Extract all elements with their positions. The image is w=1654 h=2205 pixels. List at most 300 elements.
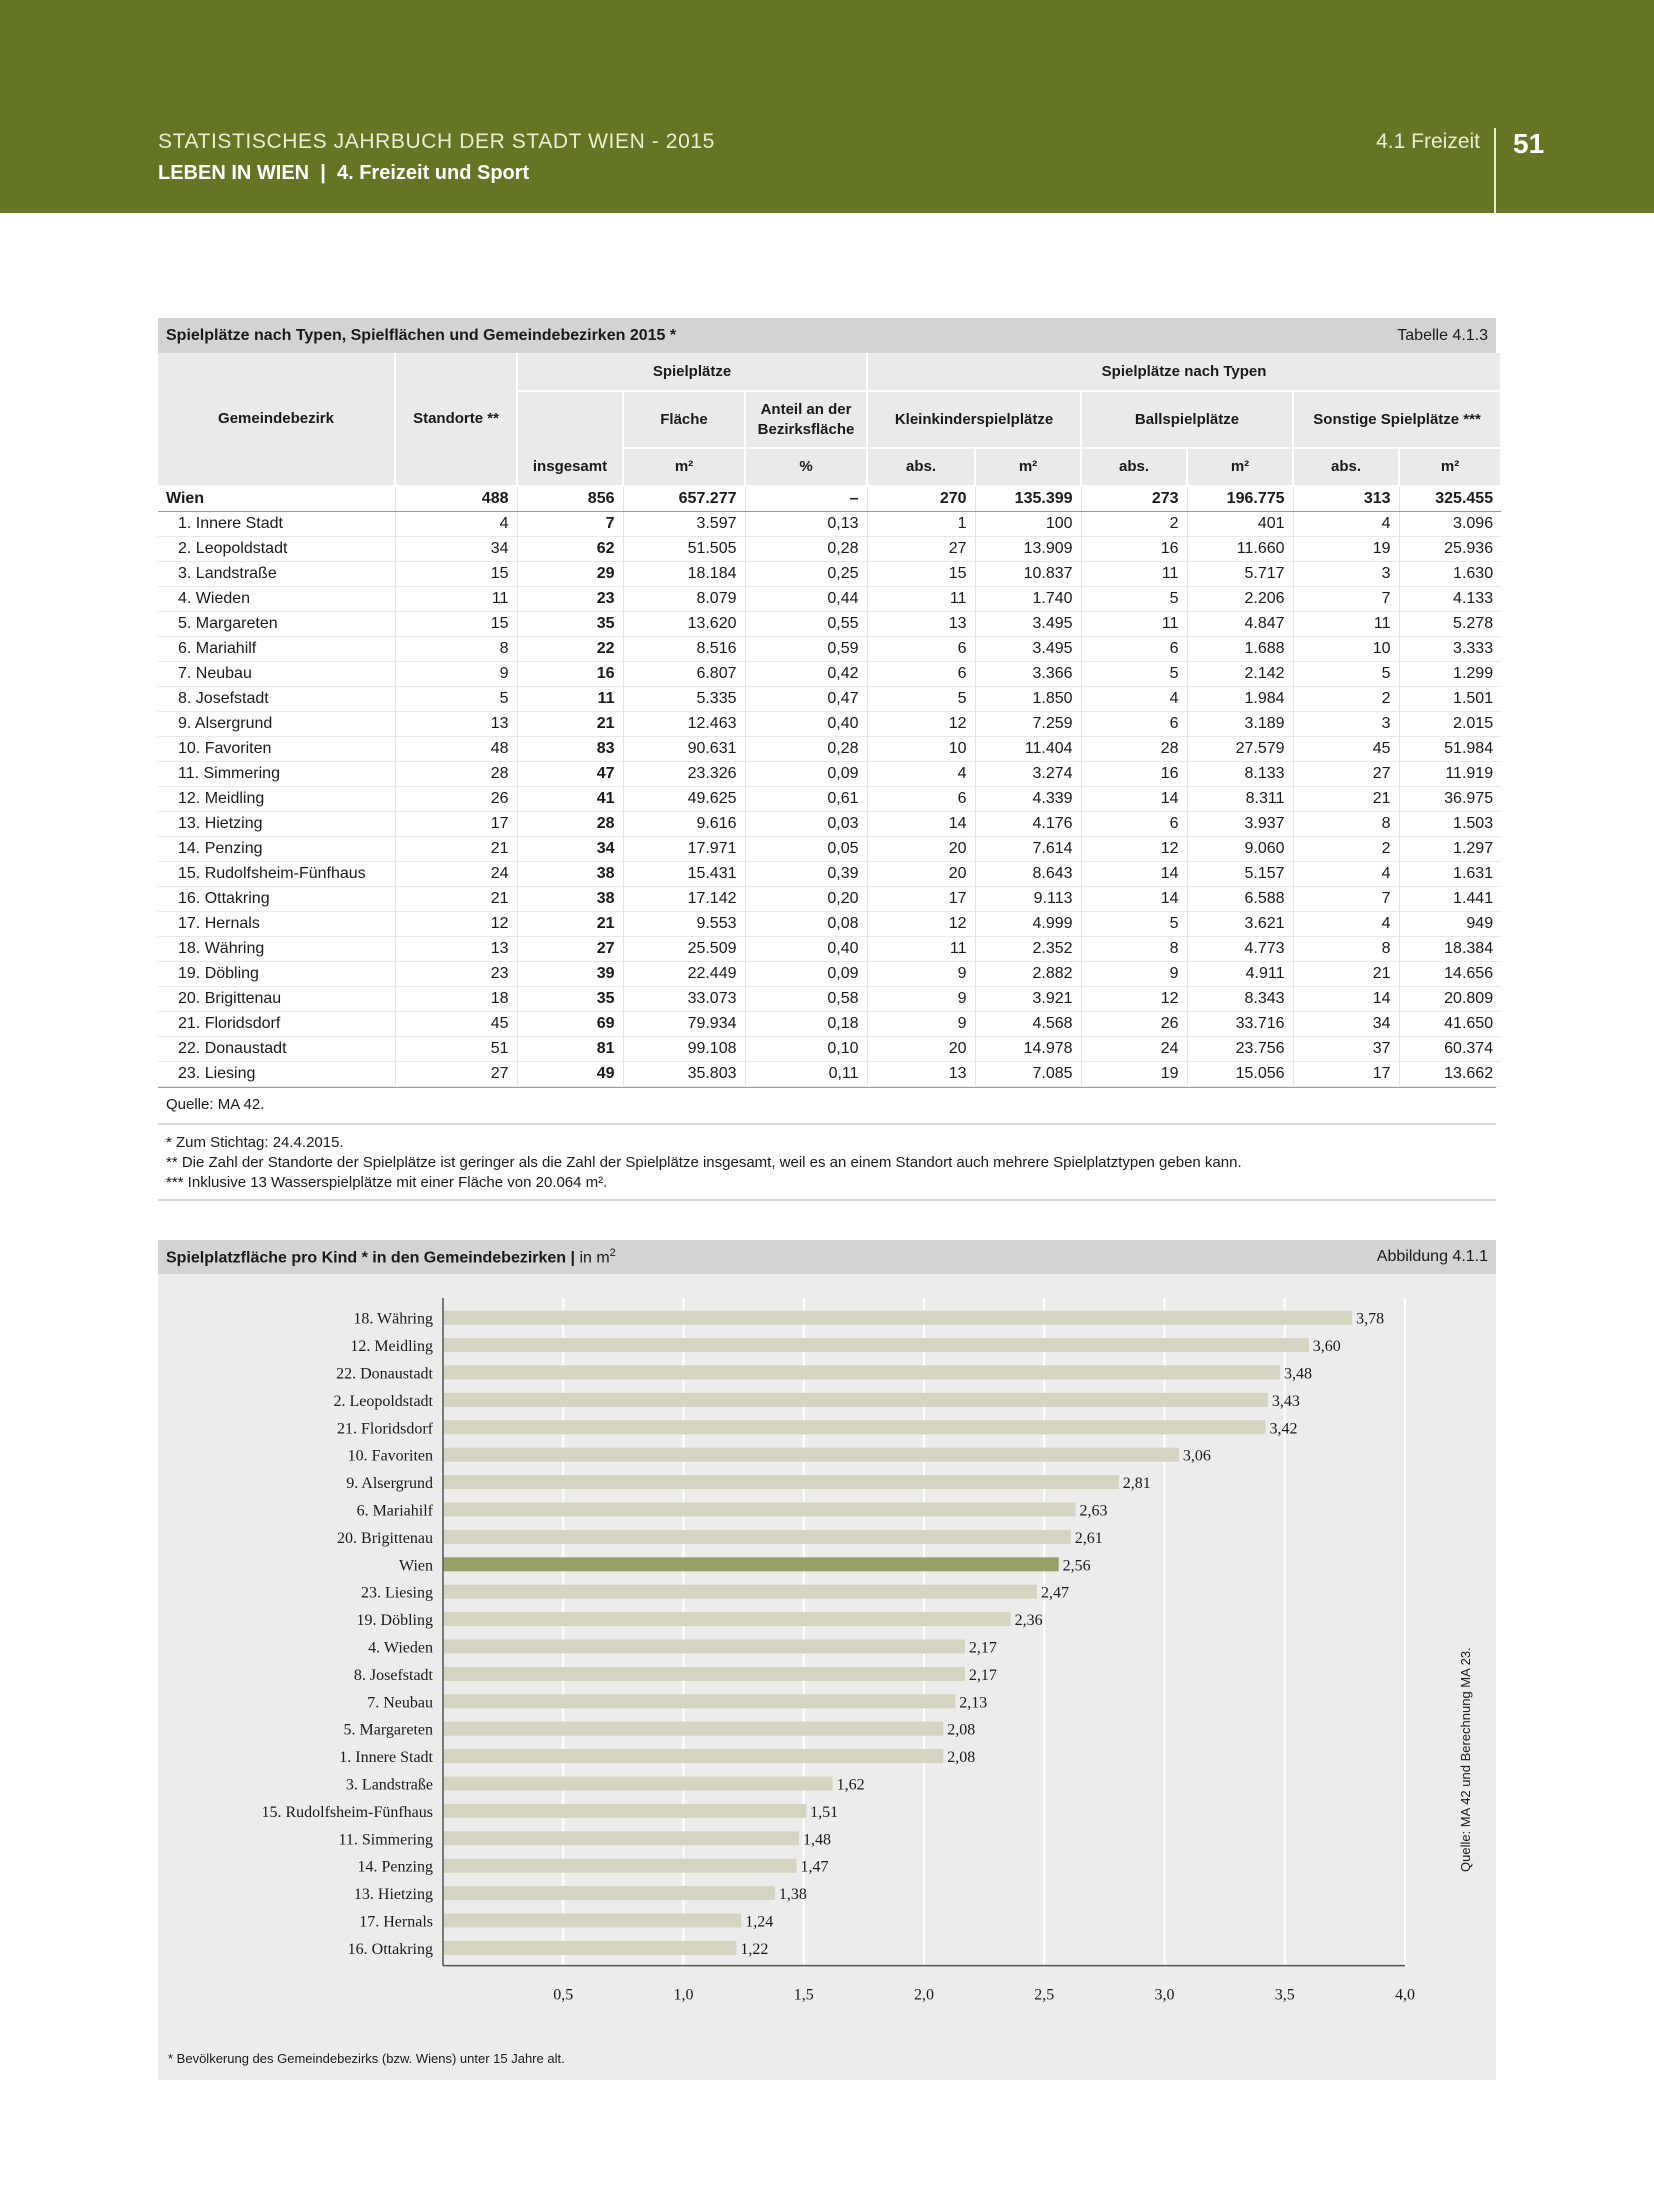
cell-kk-m2: 3.366 [975,661,1081,686]
cell-anteil: 0,09 [745,961,867,986]
category-label: 9. Alsergrund [346,1475,433,1493]
table-row [158,586,1501,611]
table-row [158,786,1501,811]
publication-title: STATISTISCHES JAHRBUCH DER STADT WIEN - 2015 [158,130,715,153]
table-row [158,1011,1501,1036]
cell-sonst-abs: 45 [1293,736,1399,761]
cell-anteil: 0,13 [745,511,867,536]
unit-kids-m2: m² [975,448,1081,486]
cell-district: 6. Mariahilf [158,636,395,661]
cell-kk-m2: 13.909 [975,536,1081,561]
cell-kk-m2: 3.921 [975,986,1081,1011]
category-label: 5. Margareten [343,1721,433,1739]
cell-insgesamt: 41 [517,786,623,811]
bar-highlight [443,1557,1059,1571]
value-label: 1,22 [740,1940,769,1958]
col-group-types: Spielplätze nach Typen [867,353,1501,391]
cell-sonst-m2: 3.333 [1399,636,1501,661]
cell-standorte: 488 [395,486,517,511]
cell-district: 18. Währing [158,936,395,961]
cell-kk-abs: 17 [867,886,975,911]
cell-flaeche: 657.277 [623,486,745,511]
figure-caption [158,1240,1496,1274]
figure-title-sup: 2 [609,1246,616,1259]
cell-ball-abs: 8 [1081,936,1187,961]
cell-standorte: 28 [395,761,517,786]
category-label: 4. Wieden [368,1639,433,1657]
cell-sonst-abs: 19 [1293,536,1399,561]
cell-insgesamt: 49 [517,1061,623,1086]
tick-label: 2,5 [1034,1986,1055,2004]
cell-ball-m2: 196.775 [1187,486,1293,511]
cell-ball-m2: 1.984 [1187,686,1293,711]
cell-flaeche: 13.620 [623,611,745,636]
cell-sonst-m2: 5.278 [1399,611,1501,636]
cell-anteil: 0,08 [745,911,867,936]
cell-ball-m2: 33.716 [1187,1011,1293,1036]
cell-kk-abs: 13 [867,611,975,636]
tick-label: 1,5 [793,1986,814,2004]
unit-kids-abs: abs. [867,448,975,486]
value-label: 1,62 [836,1776,865,1794]
category-label: 15. Rudolfsheim-Fünfhaus [261,1803,433,1821]
category-label: 1. Innere Stadt [339,1749,433,1767]
cell-kk-abs: 11 [867,936,975,961]
cell-flaeche: 6.807 [623,661,745,686]
cell-sonst-m2: 1.297 [1399,836,1501,861]
cell-insgesamt: 47 [517,761,623,786]
playground-table [158,353,1502,1087]
bar [443,1804,806,1818]
cell-sonst-m2: 41.650 [1399,1011,1501,1036]
cell-standorte: 21 [395,836,517,861]
table-row [158,986,1501,1011]
cell-kk-abs: 9 [867,961,975,986]
value-label: 2,47 [1041,1584,1070,1602]
value-label: 3,42 [1269,1420,1298,1438]
cell-sonst-abs: 37 [1293,1036,1399,1061]
cell-sonst-abs: 5 [1293,661,1399,686]
cell-flaeche: 9.616 [623,811,745,836]
bar [443,1338,1309,1352]
cell-flaeche: 12.463 [623,711,745,736]
bar [443,1640,965,1654]
playground-table-block [158,318,1496,1201]
cell-kk-m2: 100 [975,511,1081,536]
bar [443,1530,1071,1544]
value-label: 2,36 [1014,1612,1043,1630]
cell-sonst-abs: 34 [1293,1011,1399,1036]
col-group-playgrounds: Spielplätze [517,353,867,391]
cell-ball-abs: 273 [1081,486,1187,511]
cell-standorte: 15 [395,611,517,636]
bar [443,1941,736,1955]
cell-kk-abs: 13 [867,1061,975,1086]
table-row [158,836,1501,861]
cell-kk-m2: 3.274 [975,761,1081,786]
figure-title-bold: Spielplatzfläche pro Kind * in den Gemeindebezirken | [166,1249,575,1267]
cell-flaeche: 15.431 [623,861,745,886]
cell-ball-abs: 5 [1081,586,1187,611]
cell-ball-abs: 9 [1081,961,1187,986]
cell-sonst-abs: 2 [1293,686,1399,711]
bar [443,1859,797,1873]
cell-district: 15. Rudolfsheim-Fünfhaus [158,861,395,886]
cell-anteil: 0,05 [745,836,867,861]
cell-ball-abs: 14 [1081,861,1187,886]
cell-district: 14. Penzing [158,836,395,861]
cell-district: 13. Hietzing [158,811,395,836]
value-label: 2,17 [968,1639,997,1657]
cell-district: 21. Floridsdorf [158,1011,395,1036]
cell-flaeche: 3.597 [623,511,745,536]
cell-insgesamt: 7 [517,511,623,536]
cell-standorte: 13 [395,711,517,736]
cell-kk-m2: 4.176 [975,811,1081,836]
cell-standorte: 18 [395,986,517,1011]
cell-ball-abs: 26 [1081,1011,1187,1036]
page-number: 51 [1513,128,1545,159]
value-label: 3,43 [1271,1392,1300,1410]
category-label: 8. Josefstadt [353,1666,433,1684]
cell-ball-m2: 6.588 [1187,886,1293,911]
category-label: 2. Leopoldstadt [333,1392,433,1410]
cell-sonst-m2: 60.374 [1399,1036,1501,1061]
tick-label: 4,0 [1395,1986,1415,2004]
cell-sonst-abs: 7 [1293,886,1399,911]
category-label: 6. Mariahilf [356,1502,433,1520]
cell-sonst-abs: 3 [1293,561,1399,586]
bar-chart [158,1274,1496,2034]
table-row [158,611,1501,636]
value-label: 2,08 [947,1721,976,1739]
cell-anteil: 0,09 [745,761,867,786]
cell-district: 12. Meidling [158,786,395,811]
table-title: Spielplätze nach Typen, Spielflächen und Gemeindebezirken 2015 * [166,326,677,344]
cell-ball-abs: 12 [1081,986,1187,1011]
cell-sonst-m2: 2.015 [1399,711,1501,736]
cell-kk-m2: 7.614 [975,836,1081,861]
cell-district: 16. Ottakring [158,886,395,911]
cell-ball-abs: 11 [1081,561,1187,586]
cell-anteil: 0,47 [745,686,867,711]
cell-kk-abs: 20 [867,836,975,861]
value-label: 1,47 [800,1858,829,1876]
cell-district: 2. Leopoldstadt [158,536,395,561]
value-label: 2,08 [947,1749,976,1767]
cell-sonst-m2: 36.975 [1399,786,1501,811]
cell-kk-abs: 10 [867,736,975,761]
cell-flaeche: 8.079 [623,586,745,611]
cell-flaeche: 18.184 [623,561,745,586]
cell-kk-abs: 12 [867,711,975,736]
table-row [158,736,1501,761]
tick-label: 3,5 [1274,1986,1295,2004]
bar [443,1475,1119,1489]
cell-standorte: 24 [395,861,517,886]
table-row [158,536,1501,561]
value-label: 2,13 [959,1694,988,1712]
cell-sonst-m2: 11.919 [1399,761,1501,786]
value-label: 3,78 [1356,1310,1385,1328]
cell-flaeche: 17.971 [623,836,745,861]
unit-ball-abs: abs. [1081,448,1187,486]
table-row [158,1036,1501,1061]
cell-anteil: 0,11 [745,1061,867,1086]
cell-district: 22. Donaustadt [158,1036,395,1061]
cell-district: 20. Brigittenau [158,986,395,1011]
table-row [158,886,1501,911]
cell-insgesamt: 22 [517,636,623,661]
category-label: 22. Donaustadt [336,1365,433,1383]
cell-ball-m2: 2.206 [1187,586,1293,611]
cell-district: 9. Alsergrund [158,711,395,736]
col-area: Fläche [623,391,745,448]
cell-insgesamt: 35 [517,986,623,1011]
cell-kk-m2: 9.113 [975,886,1081,911]
category-label: 14. Penzing [357,1858,433,1876]
value-label: 2,81 [1122,1475,1151,1493]
cell-kk-abs: 6 [867,636,975,661]
cell-anteil: 0,10 [745,1036,867,1061]
cell-anteil: 0,20 [745,886,867,911]
cell-ball-m2: 1.688 [1187,636,1293,661]
table-label: Tabelle 4.1.3 [1397,326,1488,344]
table-row [158,711,1501,736]
cell-ball-abs: 11 [1081,611,1187,636]
separator: | [314,162,332,184]
bar [443,1448,1179,1462]
cell-ball-m2: 15.056 [1187,1061,1293,1086]
cell-anteil: 0,61 [745,786,867,811]
cell-insgesamt: 69 [517,1011,623,1036]
col-locations: Standorte ** [395,353,517,486]
cell-kk-m2: 4.339 [975,786,1081,811]
cell-district: 8. Josefstadt [158,686,395,711]
bar [443,1503,1076,1517]
cell-ball-m2: 4.773 [1187,936,1293,961]
bar [443,1366,1280,1380]
col-share-line1: Anteil an der [760,400,852,418]
cell-kk-m2: 11.404 [975,736,1081,761]
note-3: *** Inklusive 13 Wasserspielplätze mit einer Fläche von 20.064 m². [166,1173,608,1191]
category-label: 21. Floridsdorf [337,1420,433,1438]
cell-standorte: 13 [395,936,517,961]
cell-district: 19. Döbling [158,961,395,986]
bar [443,1886,775,1900]
cell-standorte: 27 [395,1061,517,1086]
cell-sonst-m2: 4.133 [1399,586,1501,611]
cell-flaeche: 51.505 [623,536,745,561]
cell-standorte: 9 [395,661,517,686]
cell-ball-m2: 3.937 [1187,811,1293,836]
cell-kk-abs: 14 [867,811,975,836]
cell-flaeche: 5.335 [623,686,745,711]
value-label: 2,17 [968,1666,997,1684]
cell-sonst-abs: 17 [1293,1061,1399,1086]
cell-sonst-m2: 25.936 [1399,536,1501,561]
cell-flaeche: 49.625 [623,786,745,811]
cell-sonst-abs: 2 [1293,836,1399,861]
table-body [158,486,1501,1086]
table-row [158,936,1501,961]
tick-label: 3,0 [1154,1986,1175,2004]
category-label: 16. Ottakring [347,1940,433,1958]
figure-block [158,1240,1496,2080]
figure-source: Quelle: MA 42 und Berechnung MA 23. [1458,1647,1473,1872]
cell-sonst-m2: 1.501 [1399,686,1501,711]
cell-kk-abs: 12 [867,911,975,936]
cell-insgesamt: 856 [517,486,623,511]
cell-kk-abs: 6 [867,786,975,811]
cell-kk-abs: 11 [867,586,975,611]
cell-kk-m2: 1.740 [975,586,1081,611]
cell-insgesamt: 21 [517,911,623,936]
value-label: 2,56 [1062,1557,1091,1575]
cell-ball-abs: 24 [1081,1036,1187,1061]
value-label: 1,38 [778,1886,807,1904]
cell-sonst-abs: 3 [1293,711,1399,736]
value-label: 3,48 [1283,1365,1312,1383]
cell-standorte: 51 [395,1036,517,1061]
table-caption [158,318,1496,353]
cell-anteil: 0,25 [745,561,867,586]
cell-ball-m2: 8.133 [1187,761,1293,786]
cell-ball-m2: 11.660 [1187,536,1293,561]
bar [443,1694,955,1708]
cell-sonst-abs: 313 [1293,486,1399,511]
table-row [158,636,1501,661]
cell-anteil: 0,58 [745,986,867,1011]
cell-sonst-m2: 20.809 [1399,986,1501,1011]
cell-sonst-abs: 11 [1293,611,1399,636]
cell-kk-abs: 5 [867,686,975,711]
category-label: 17. Hernals [359,1913,433,1931]
cell-kk-abs: 4 [867,761,975,786]
bar [443,1831,799,1845]
table-row [158,511,1501,536]
cell-kk-m2: 2.352 [975,936,1081,961]
category-label: 20. Brigittenau [337,1529,433,1547]
cell-sonst-m2: 1.503 [1399,811,1501,836]
cell-ball-m2: 401 [1187,511,1293,536]
figure-title [166,1247,616,1267]
cell-insgesamt: 34 [517,836,623,861]
cell-ball-abs: 28 [1081,736,1187,761]
cell-kk-m2: 8.643 [975,861,1081,886]
cell-insgesamt: 81 [517,1036,623,1061]
cell-ball-abs: 6 [1081,811,1187,836]
bar [443,1914,741,1928]
cell-district: 23. Liesing [158,1061,395,1086]
cell-kk-m2: 135.399 [975,486,1081,511]
cell-insgesamt: 21 [517,711,623,736]
bar [443,1749,943,1763]
cell-sonst-m2: 1.441 [1399,886,1501,911]
cell-ball-abs: 4 [1081,686,1187,711]
cell-sonst-m2: 18.384 [1399,936,1501,961]
cell-district: 17. Hernals [158,911,395,936]
value-label: 2,61 [1074,1529,1103,1547]
cell-standorte: 26 [395,786,517,811]
cell-kk-abs: 27 [867,536,975,561]
cell-insgesamt: 62 [517,536,623,561]
cell-sonst-abs: 4 [1293,861,1399,886]
cell-district: 5. Margareten [158,611,395,636]
bar [443,1777,833,1791]
cell-district: 11. Simmering [158,761,395,786]
cell-ball-abs: 6 [1081,711,1187,736]
figure-label: Abbildung 4.1.1 [1376,1248,1488,1265]
col-other: Sonstige Spielplätze *** [1293,391,1501,448]
cell-kk-m2: 14.978 [975,1036,1081,1061]
unit-other-m2: m² [1399,448,1501,486]
chapter-title: 4. Freizeit und Sport [336,162,530,184]
cell-flaeche: 8.516 [623,636,745,661]
header-divider [1494,128,1496,213]
cell-sonst-abs: 4 [1293,911,1399,936]
cell-standorte: 21 [395,886,517,911]
cell-standorte: 45 [395,1011,517,1036]
tick-label: 2,0 [914,1986,934,2004]
cell-ball-m2: 8.343 [1187,986,1293,1011]
cell-standorte: 17 [395,811,517,836]
table-row [158,811,1501,836]
cell-kk-m2: 7.259 [975,711,1081,736]
unit-ball-m2: m² [1187,448,1293,486]
cell-standorte: 5 [395,686,517,711]
cell-flaeche: 9.553 [623,911,745,936]
cell-ball-m2: 2.142 [1187,661,1293,686]
cell-ball-m2: 23.756 [1187,1036,1293,1061]
table-row [158,686,1501,711]
value-label: 1,48 [802,1831,831,1849]
cell-anteil: 0,59 [745,636,867,661]
cell-ball-abs: 6 [1081,636,1187,661]
cell-ball-abs: 14 [1081,886,1187,911]
cell-anteil: 0,18 [745,1011,867,1036]
cell-district: 3. Landstraße [158,561,395,586]
bar [443,1311,1352,1325]
cell-district: 7. Neubau [158,661,395,686]
cell-kk-abs: 9 [867,986,975,1011]
cell-flaeche: 33.073 [623,986,745,1011]
cell-sonst-abs: 27 [1293,761,1399,786]
cell-insgesamt: 28 [517,811,623,836]
cell-anteil: 0,03 [745,811,867,836]
cell-kk-abs: 270 [867,486,975,511]
cell-sonst-m2: 325.455 [1399,486,1501,511]
cell-ball-m2: 5.157 [1187,861,1293,886]
cell-kk-m2: 10.837 [975,561,1081,586]
cell-ball-m2: 9.060 [1187,836,1293,861]
cell-sonst-abs: 4 [1293,511,1399,536]
section-title: 4.1 Freizeit [1376,130,1480,153]
cell-flaeche: 35.803 [623,1061,745,1086]
cell-kk-abs: 20 [867,1036,975,1061]
cell-ball-abs: 2 [1081,511,1187,536]
value-label: 3,06 [1182,1447,1211,1465]
cell-insgesamt: 83 [517,736,623,761]
cell-ball-abs: 16 [1081,761,1187,786]
unit-other-abs: abs. [1293,448,1399,486]
header-band [0,0,1654,213]
col-district: Gemeindebezirk [158,353,395,486]
cell-ball-m2: 3.621 [1187,911,1293,936]
cell-standorte: 48 [395,736,517,761]
col-share-line2: Bezirksfläche [757,420,855,438]
bar [443,1393,1268,1407]
